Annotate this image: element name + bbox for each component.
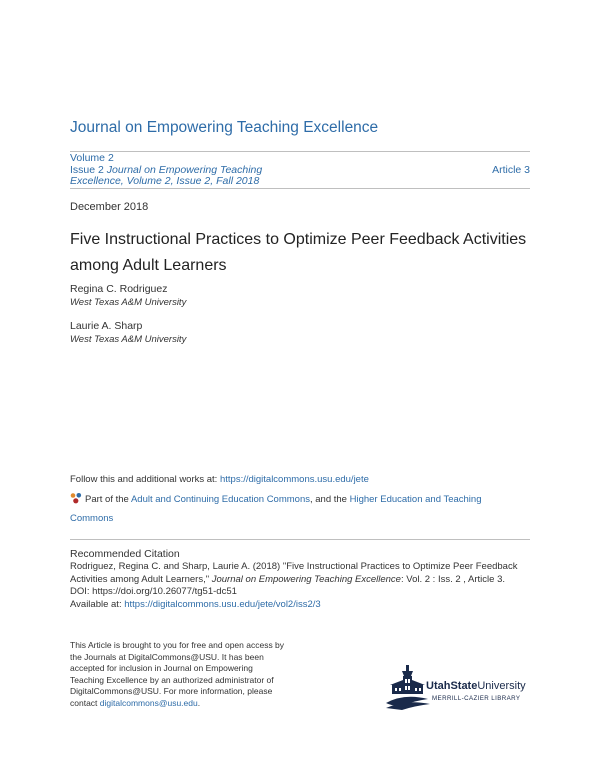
citation-volume: : Vol. 2 : Iss. 2 , Article 3. [400,573,506,585]
follow-link[interactable]: https://digitalcommons.usu.edu/jete [219,474,369,485]
notice-line: DigitalCommons@USU. For more information, please [70,686,273,696]
volume-link[interactable]: Volume 2 [70,152,114,164]
citation-line-2 [70,574,540,587]
author-name: Laurie A. Sharp [70,320,143,332]
citation-line-1: Rodriguez, Regina C. and Sharp, Laurie A. (2018) "Five Instructional Practices to Optimize Peer Feedback [70,561,518,572]
issue-info [70,153,262,188]
citation-journal: Journal on Empowering Teaching Excellence [211,573,401,585]
contact-email-link[interactable]: digitalcommons@usu.edu [99,697,198,708]
paper-title-line-2: among Adult Learners [70,257,227,274]
citation-divider [70,539,530,540]
notice-line [70,698,330,710]
issue-title-link-1[interactable]: Journal on Empowering Teaching [106,163,263,176]
paper-title [70,227,530,279]
journal-title[interactable]: Journal on Empowering Teaching Excellence [70,119,379,136]
issue-link[interactable]: Issue 2 [70,163,104,176]
follow-text: Follow this and additional works at: [70,474,220,485]
logo-subtitle: MERRILL-CAZIER LIBRARY [432,695,521,702]
notice-line: accepted for inclusion in Journal on Empowering [70,663,253,673]
publication-date: December 2018 [70,201,149,213]
higher-education-commons-link[interactable]: Higher Education and Teaching [349,494,482,505]
author-1 [70,283,186,309]
author-name: Regina C. Rodriguez [70,283,168,295]
citation-text: Activities among Adult Learners," [70,573,212,585]
adult-education-commons-link[interactable]: Adult and Continuing Education Commons [130,494,310,505]
notice-line: This Article is brought to you for free and open access by [70,640,285,650]
part-of-commons [70,490,530,528]
logo-wordmark: UtahStateUniversity [426,680,526,692]
issue-title-link-2[interactable]: Excellence, Volume 2, Issue 2, Fall 2018 [70,175,260,187]
author-2 [70,320,186,346]
header-divider-bottom [70,188,530,189]
author-affiliation: West Texas A&M University [70,334,187,345]
utah-state-university-library-logo [384,661,534,711]
recommended-citation-heading: Recommended Citation [70,548,180,560]
author-affiliation: West Texas A&M University [70,297,187,308]
paper-title-line-1: Five Instructional Practices to Optimize Peer Feedback Activities [70,231,527,248]
article-number[interactable]: Article 3 [492,164,530,176]
available-link[interactable]: https://digitalcommons.usu.edu/jete/vol2/iss2/3 [124,598,321,610]
citation-doi: DOI: https://doi.org/10.26077/tg51-dc51 [70,586,237,597]
contact-end: . [197,697,201,708]
part-of-middle: , and the [309,494,350,505]
open-access-notice [70,640,330,709]
available-prefix: Available at: [70,598,125,610]
higher-education-commons-link-cont[interactable]: Commons [70,513,114,524]
notice-line: the Journals at DigitalCommons@USU. It has been [70,651,264,662]
contact-prefix: contact [70,697,100,708]
recommended-citation [70,561,540,611]
part-of-prefix: Part of the [85,494,131,505]
notice-line: Teaching Excellence by an authorized administrator of [70,674,274,685]
header-divider [70,151,530,152]
commons-network-icon [70,492,82,504]
citation-available [70,599,540,612]
follow-line [70,474,369,485]
